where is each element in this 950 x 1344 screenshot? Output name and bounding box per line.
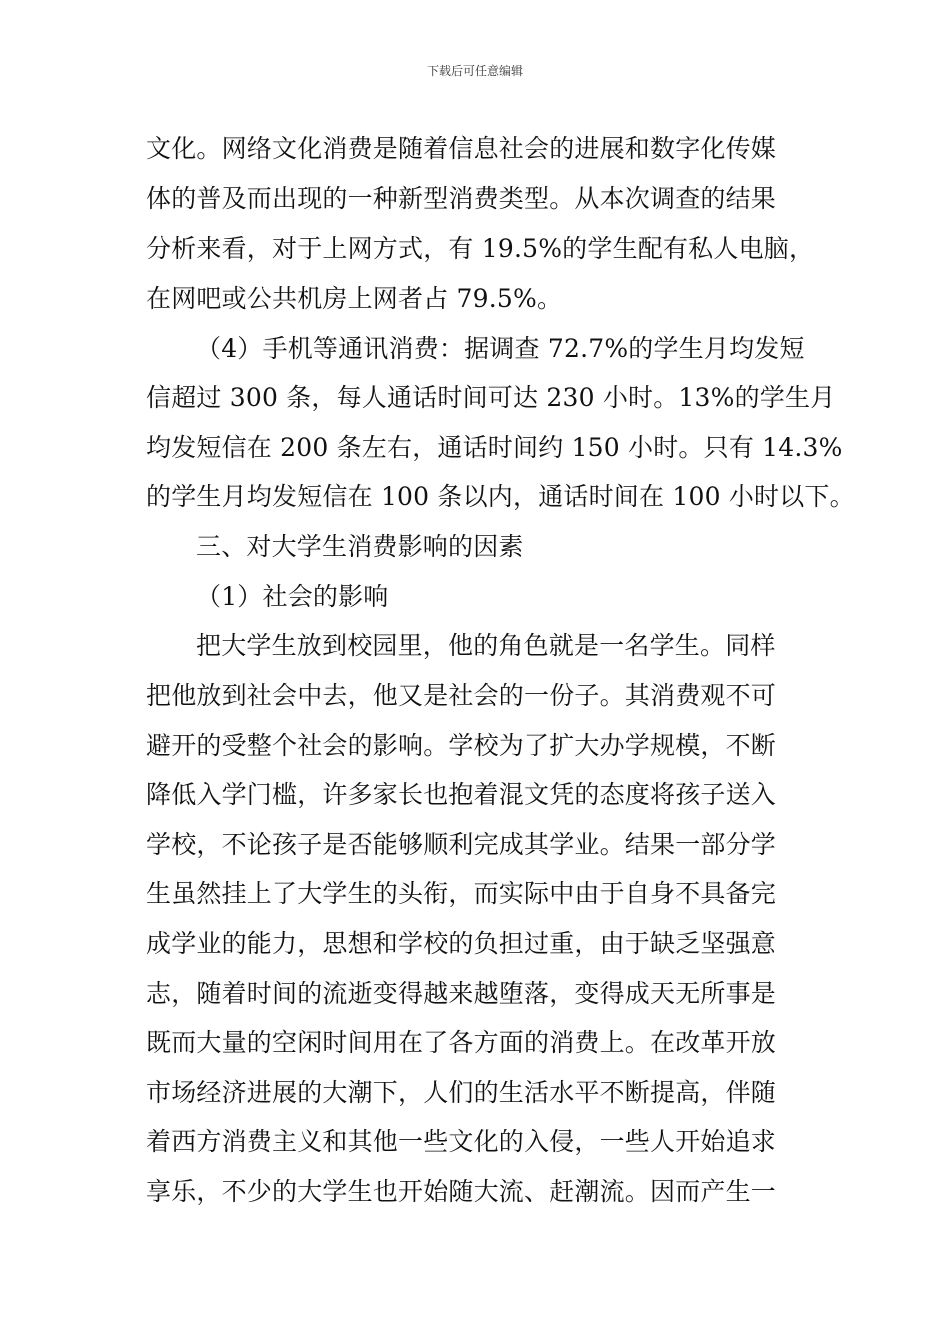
body-line: 志，随着时间的流逝变得越来越堕落，变得成天无所事是 — [146, 979, 777, 1008]
body-line: 文化。网络文化消费是随着信息社会的进展和数字化传媒 — [146, 134, 777, 163]
body-line: 在网吧或公共机房上网者占 79.5%。 — [146, 284, 563, 313]
body-line: 成学业的能力，思想和学校的负担过重，由于缺乏坚强意 — [146, 929, 777, 958]
body-line: 的学生月均发短信在 100 条以内，通话时间在 100 小时以下。 — [146, 482, 855, 511]
body-line: 市场经济进展的大潮下，人们的生活水平不断提高，伴随 — [146, 1078, 777, 1107]
body-line: 分析来看，对于上网方式，有 19.5%的学生配有私人电脑， — [146, 234, 815, 263]
body-line: 享乐，不少的大学生也开始随大流、赶潮流。因而产生一 — [146, 1177, 777, 1206]
body-line: 既而大量的空闲时间用在了各方面的消费上。在改革开放 — [146, 1028, 777, 1057]
body-line: 均发短信在 200 条左右，通话时间约 150 小时。只有 14.3% — [146, 433, 843, 462]
body-line: 着西方消费主义和其他一些文化的入侵，一些人开始追求 — [146, 1127, 777, 1156]
page-header: 下载后可任意编辑 — [426, 64, 523, 78]
body-line: 生虽然挂上了大学生的头衔，而实际中由于自身不具备完 — [146, 879, 777, 908]
body-line: 信超过 300 条，每人通话时间可达 230 小时。13%的学生月 — [146, 383, 836, 412]
body-line: 把大学生放到校园里，他的角色就是一名学生。同样 — [196, 631, 776, 660]
subsection-heading: （1）社会的影响 — [196, 582, 389, 611]
body-line: （4）手机等通讯消费：据调查 72.7%的学生月均发短 — [196, 334, 805, 363]
body-line: 体的普及而出现的一种新型消费类型。从本次调查的结果 — [146, 184, 777, 213]
body-line: 降低入学门槛，许多家长也抱着混文凭的态度将孩子送入 — [146, 780, 777, 809]
body-line: 学校，不论孩子是否能够顺利完成其学业。结果一部分学 — [146, 830, 777, 859]
body-line: 避开的受整个社会的影响。学校为了扩大办学规模，不断 — [146, 731, 777, 760]
body-line: 把他放到社会中去，他又是社会的一份子。其消费观不可 — [146, 681, 777, 710]
section-heading: 三、对大学生消费影响的因素 — [196, 532, 524, 561]
